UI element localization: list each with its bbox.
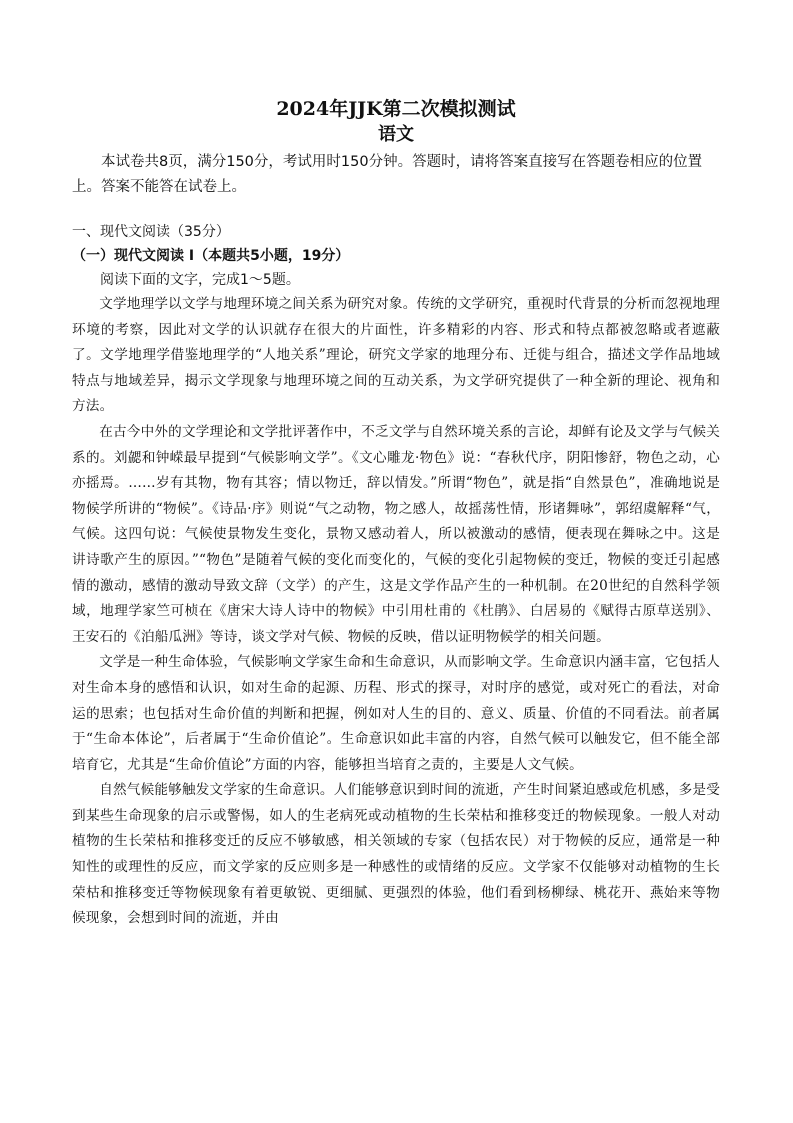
subject-title: 语文 (378, 124, 414, 145)
exam-title: 2024年JJK第二次模拟测试 (276, 98, 516, 120)
exam-notice: 本试卷共8页，满分150分，考试用时150分钟。答题时，请将答案直接写在答题卷相应的位置上。答案不能答在试卷上。 (72, 154, 703, 195)
passage-paragraph: 文学地理学以文学与地理环境之间关系为研究对象。传统的文学研究，重视时代背景的分析而忽视地理环境的考察，因此对文学的认识就存在很大的片面性，许多精彩的内容、形式和特点都被忽略或者遮蔽了。文学地理学借鉴地理学的“人地关系”理论，研究文学家的地理分布、迁徙与组合，描述文学作品地域特点与地域差异，揭示文学现象与地理环境之间的互动关系，为文学研究提供了一种全新的理论、视角和方法。 (72, 296, 720, 415)
exam-page (72, 96, 720, 932)
reading-instruction: 阅读下面的文字，完成1～5题。 (100, 272, 300, 288)
passage-paragraph: 自然气候能够触发文学家的生命意识。人们能够意识到时间的流逝，产生时间紧迫感或危机感，多是受到某些生命现象的启示或警惕，如人的生老病死或动植物的生长荣枯和推移变迁的物候现象。一般人对动植物的生长荣枯和推移变迁的反应不够敏感，相关领域的专家（包括农民）对于物候的反应，通常是一种知性的或理性的反应，而文学家的反应则多是一种感性的或情绪的反应。文学家不仅能够对动植物的生长荣枯和推移变迁等物候现象有着更敏锐、更细腻、更强烈的体验，他们看到杨柳绿、桃花开、燕始来等物候现象，会想到时间的流逝，并由 (72, 782, 720, 927)
passage-paragraph: 在古今中外的文学理论和文学批评著作中，不乏文学与自然环境关系的言论，却鲜有论及文学与气候关系的。刘勰和钟嵘最早提到“气候影响文学”。《文心雕龙·物色》说：“春秋代序，阴阳惨舒，物色之动，心亦摇焉。……岁有其物，物有其容；情以物迁，辞以情发。”所谓“物色”，就是指“自然景色”，准确地说是物候学所讲的“物候”。《诗品·序》则说“气之动物，物之感人，故摇荡性情，形诸舞咏”，郭绍虞解释“气，气候。这四句说：气候使景物发生变化，景物又感动着人，所以被激动的感情，便表现在舞咏之中。这是讲诗歌产生的原因。”“物色”是随着气候的变化而变化的，气候的变化引起物候的变迁，物候的变迁引起感情的激动，感情的激动导致文辞（文学）的产生，这是文学作品产生的一种机制。在20世纪的自然科学领域，地理学家竺可桢在《唐宋大诗人诗中的物候》中引用杜甫的《杜鹃》、白居易的《赋得古原草送别》、王安石的《泊船瓜洲》等诗，谈文学对气候、物候的反映，借以证明物候学的相关问题。 (72, 423, 720, 645)
section-heading: 一、现代文阅读（35分） (72, 224, 230, 240)
reading-passage (72, 292, 720, 932)
passage-paragraph: 文学是一种生命体验，气候影响文学家生命和生命意识，从而影响文学。生命意识内涵丰富，它包括人对生命本身的感悟和认识，如对生命的起源、历程、形式的探寻，对时序的感觉，或对死亡的看法，对命运的思索；也包括对生命价值的判断和把握，例如对人生的目的、意义、质量、价值的不同看法。前者属于“生命本体论”，后者属于“生命价值论”。生命意识如此丰富的内容，自然气候可以触发它，但不能全部培育它，尤其是“生命价值论”方面的内容，能够担当培育之责的，主要是人文气候。 (72, 654, 720, 773)
subsection-heading: （一）现代文阅读 I（本题共5小题，19分） (72, 248, 350, 264)
